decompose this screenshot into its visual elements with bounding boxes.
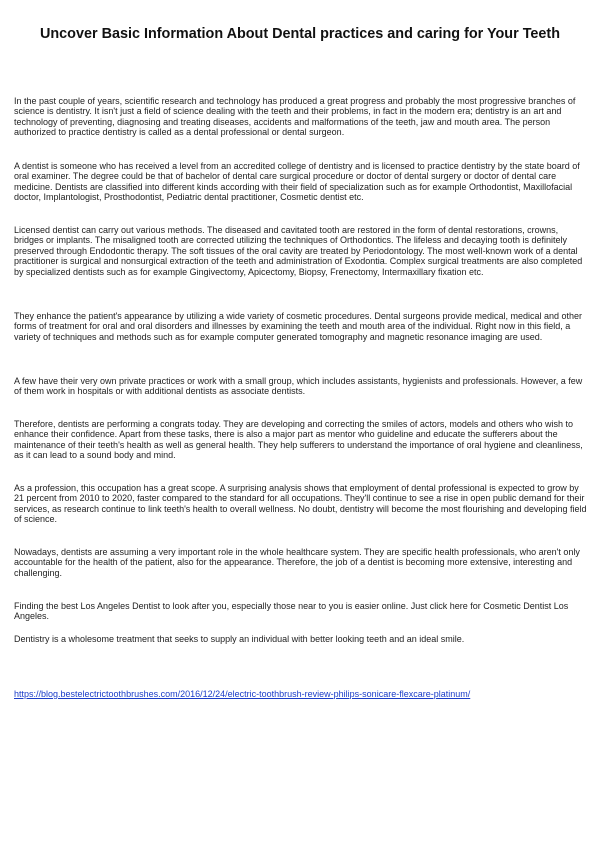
paragraph-profession: As a profession, this occupation has a great scope. A surprising analysis shows that employment of dental professional is expected to grow by 21 percent from 2010 to 2020, faster compared to the standard for all occupations. They'll continue to see a rise in open public demand for their services, as research continue to link teeth's health to overall wellness. No doubt, dentistry will become the most flourishing and developing field of science.: [14, 483, 587, 525]
paragraph-dentist-definition: A dentist is someone who has received a level from an accredited college of dentistry and is licensed to practice dentistry by the state board of oral examiner. The degree could be that of bachelor of dental care surgical procedure or doctor of dental surgery or doctor of dental care medicine. Dentists are classified into different kinds according with their field of specialization such as for example Orthodontist, Maxillofacial doctor, Implantologist, Prosthodontist, Pediatric dental practitioner, Cosmetic dentist etc.: [14, 161, 580, 203]
paragraph-practices: A few have their very own private practices or work with a small group, which includes assistants, hygienists and professionals. However, a few of them work in hospitals or with additional dentists as associate dentists.: [14, 376, 583, 397]
reference-link[interactable]: https://blog.bestelectrictoothbrushes.com/2016/12/24/electric-toothbrush-review-philips-sonicare-flexcare-platinum/: [14, 689, 471, 699]
paragraph-intro: In the past couple of years, scientific research and technology has produced a great progress and probably the most progressive branches of science is dentistry. It isn't just a field of science dealing with the teeth and their problems, in fact in the modern era; dentistry is an art and technology of preventing, diagnosing and treating diseases, accidents and malformations of the teeth, jaw and mouth area. The person authorized to practice dentistry is called as a dental professional or dental surgeon.: [14, 96, 576, 138]
paragraph-summary: Dentistry is a wholesome treatment that seeks to supply an individual with better looking teeth and an ideal smile.: [14, 634, 465, 644]
paragraph-procedures: Licensed dentist can carry out various methods. The diseased and cavitated tooth are restored in the form of dental restorations, crowns, bridges or implants. The misaligned tooth are corrected utilizing the techniques of Orthodontics. The lifeless and decaying tooth is definitely preserved through Endodontic therapy. The soft tissues of the oral cavity are treated by Periodontology. The most well-known work of a dental practitioner is surgical and nonsurgical extraction of the teeth and administration of Exodontia. Complex surgical treatments are also completed by specialized dentists such as for example Gingivectomy, Apicectomy, Biopsy, Frenectomy, Intermaxillary fixation etc.: [14, 225, 583, 277]
paragraph-role: Therefore, dentists are performing a congrats today. They are developing and correcting the smiles of actors, models and others who wish to enhance their confidence. Apart from these tasks, there is also a major part as mentor who guideline and educate the sufferers about the maintenance of their teeth's health as well as general health. They help sufferers to understand the importance of oral hygiene and cleanliness, as it can lead to a sound body and mind.: [14, 419, 583, 461]
page-title: Uncover Basic Information About Dental practices and caring for Your Teeth: [39, 26, 561, 42]
paragraph-cosmetic: They enhance the patient's appearance by utilizing a wide variety of cosmetic procedures. Dental surgeons provide medical, medical and other forms of treatment for oral and oral disorders and illnesses by examining the teeth and mouth area of the individual. Right now in this field, a variety of techniques and methods such as for example computer generated tomography and magnetic resonance imaging are used.: [14, 311, 583, 342]
paragraph-healthcare: Nowadays, dentists are assuming a very important role in the whole healthcare system. They are specific health professionals, who aren't only accountable for the health of the patient, also for the appearance. Therefore, the job of a dentist is becoming more extensive, interesting and challenging.: [14, 547, 580, 578]
paragraph-los-angeles: Finding the best Los Angeles Dentist to look after you, especially those near to you is easier online. Just click here for Cosmetic Dentist Los Angeles.: [14, 601, 569, 622]
